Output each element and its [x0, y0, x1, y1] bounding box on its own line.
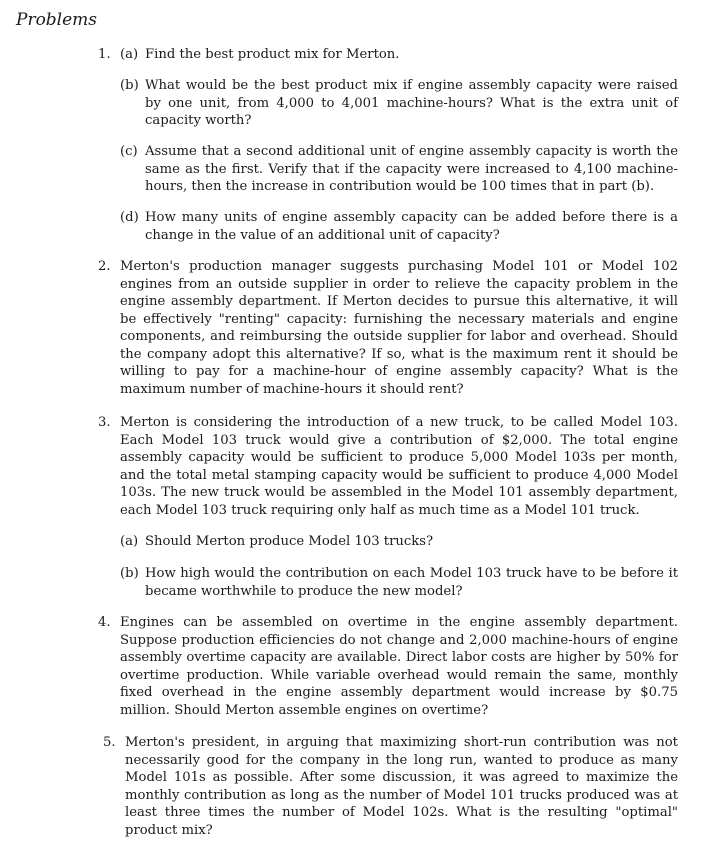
problem-3b-label: (b) — [120, 566, 139, 581]
problem-1a-text: Find the best product mix for Merton. — [145, 47, 400, 62]
problem-1b — [120, 77, 678, 130]
problem-2-number: 2. — [98, 259, 111, 274]
problem-1c-label: (c) — [120, 144, 138, 159]
problem-3b — [120, 565, 678, 600]
problem-1c — [120, 143, 678, 196]
problem-1d-text: How many units of engine assembly capacity can be added before there is a change in the value of an additional unit of capacity? — [145, 210, 678, 243]
problem-3-number: 3. — [98, 415, 111, 430]
problem-4-text: Engines can be assembled on overtime in the engine assembly department. Suppose production efficiencies do not change and 2,000 machine-hours of engine assembly overtime capacity are available. Direct labor costs are higher by 50% for overtime production. While variable overhead would remain the same, monthly fixed overhead in the engine assembly department would increase by $0.75 million. Should Merton assemble engines on overtime? — [120, 615, 678, 718]
problem-2-text: Merton's production manager suggests purchasing Model 101 or Model 102 engines from an outside supplier in order to relieve the capacity problem in the engine assembly department. If Merton decides to pursue this alternative, it will be effectively "renting" capacity: furnishing the necessary materials and engine components, and reimbursing the outside supplier for labor and overhead. Should the company adopt this alternative? If so, what is the maximum rent it should be willing to pay for a machine-hour of engine assembly capacity? What is the maximum number of machine-hours it should rent? — [120, 259, 678, 397]
problem-3-text: Merton is considering the introduction of a new truck, to be called Model 103. Each Model 103 truck would give a contribution of $2,000. The total engine assembly capacity would be sufficient to produce 5,000 Model 103s per month, and the total metal stamping capacity would be sufficient to produce 4,000 Model 103s. The new truck would be assembled in the Model 101 assembly department, each Model 103 truck requiring only half as much time as a Model 101 truck. — [120, 415, 678, 518]
problem-3a-text: Should Merton produce Model 103 trucks? — [145, 534, 434, 549]
problem-1a-label: (a) — [120, 47, 139, 62]
problem-5-number: 5. — [103, 735, 116, 750]
problem-4-number: 4. — [98, 615, 111, 630]
problem-5 — [103, 734, 678, 839]
problem-1a — [120, 46, 678, 64]
section-heading: Problems — [16, 10, 98, 30]
problem-3a-label: (a) — [120, 534, 139, 549]
problem-3b-text: How high would the contribution on each Model 103 truck have to be before it became worthwhile to produce the new model? — [145, 566, 678, 599]
problem-3a — [120, 533, 678, 551]
problem-3 — [98, 414, 678, 519]
problem-1b-text: What would be the best product mix if engine assembly capacity were raised by one unit, from 4,000 to 4,001 machine-hours? What is the extra unit of capacity worth? — [145, 78, 678, 128]
problem-1d — [120, 209, 678, 244]
problem-1b-label: (b) — [120, 78, 139, 93]
problem-5-text: Merton's president, in arguing that maximizing short-run contribution was not necessarily good for the company in the long run, wanted to produce as many Model 101s as possible. After some discussion, it was agreed to maximize the monthly contribution as long as the number of Model 101 trucks produced was at least three times the number of Model 102s. What is the resulting "optimal" product mix? — [125, 735, 678, 838]
problem-1-number: 1. — [98, 47, 111, 62]
problem-1c-text: Assume that a second additional unit of engine assembly capacity is worth the same as the first. Verify that if the capacity were increased to 4,100 machine-hours, then the increase in contribution would be 100 times that in part (b). — [145, 144, 678, 194]
problem-1d-label: (d) — [120, 210, 139, 225]
problem-4 — [98, 614, 678, 719]
problem-2 — [98, 258, 678, 398]
